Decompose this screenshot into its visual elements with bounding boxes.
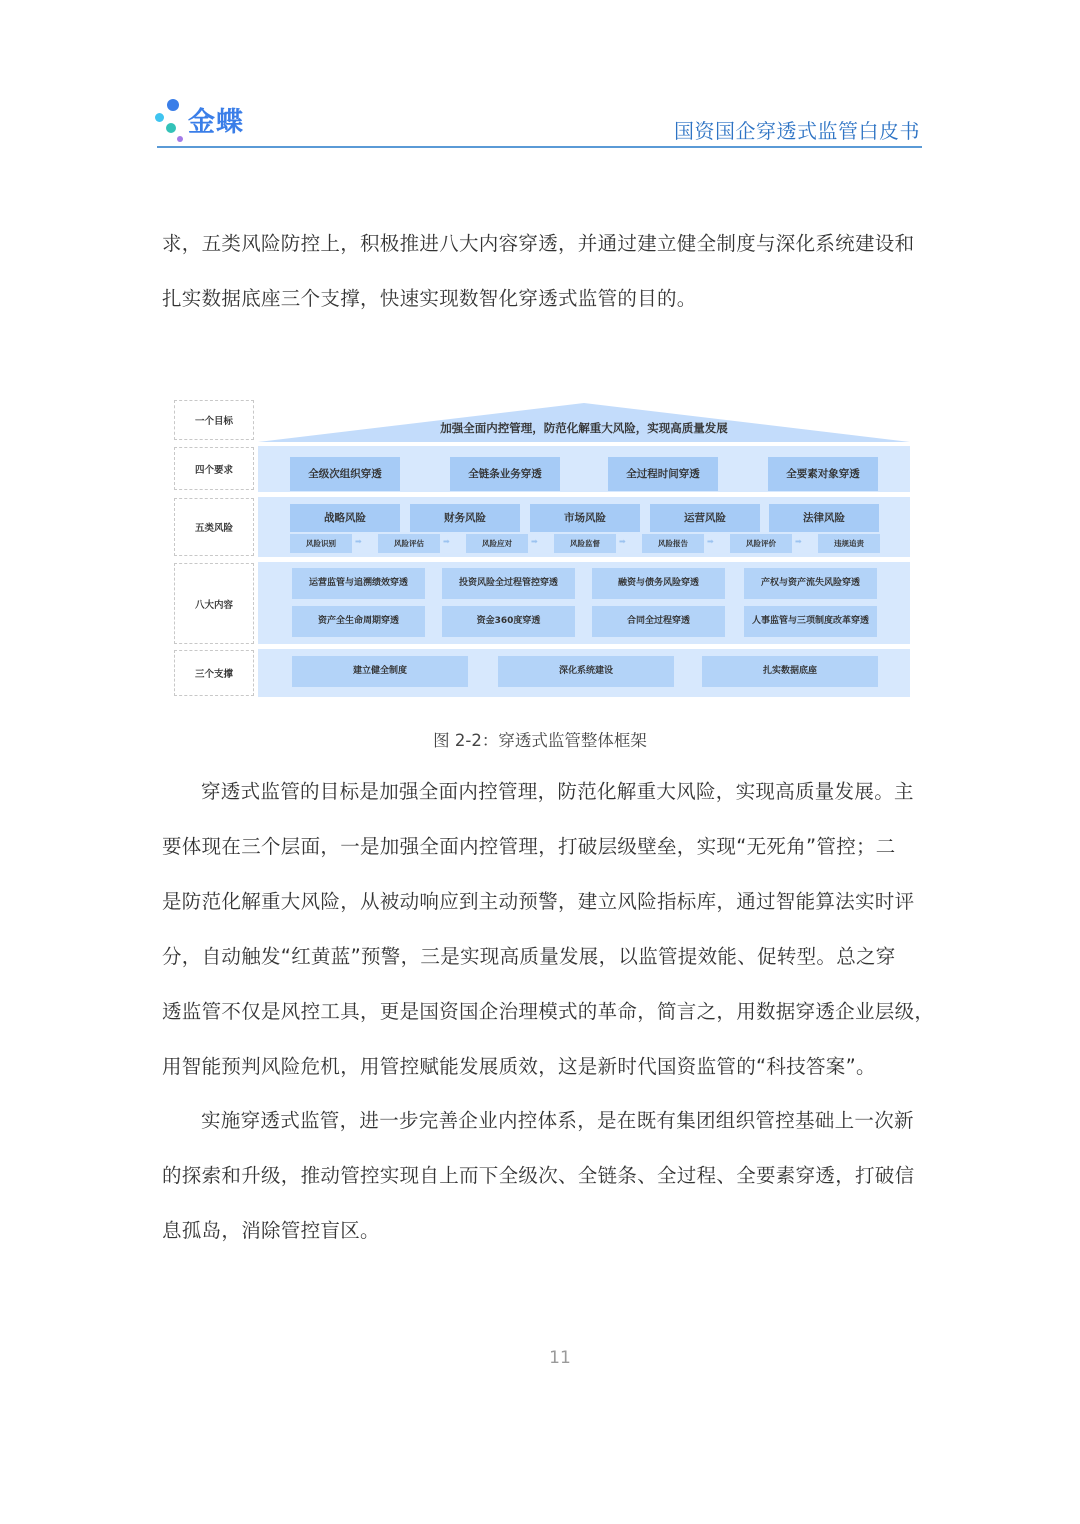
kingdee-logo xyxy=(155,96,265,146)
support-block: 建立健全制度 xyxy=(292,656,468,687)
requirement-block: 全级次组织穿透 xyxy=(290,457,400,491)
risk-block: 运营风险 xyxy=(650,504,760,532)
intro-paragraph xyxy=(162,216,922,326)
process-step: 风险监督 xyxy=(554,534,616,553)
row-label-goal: 一个目标 xyxy=(174,400,254,440)
support-block: 深化系统建设 xyxy=(498,656,674,687)
arrow-right-icon: ➡ xyxy=(531,537,538,546)
text-line: 透监管不仅是风控工具，更是国资国企治理模式的革命，简言之，用数据穿透企业层级， xyxy=(162,1000,935,1023)
risk-block: 法律风险 xyxy=(769,504,879,532)
process-step: 风险评估 xyxy=(378,534,440,553)
text-line: 穿透式监管的目标是加强全面内控管理，防范化解重大风险，实现高质量发展。主 xyxy=(201,780,914,803)
logo-dot-icon xyxy=(155,113,164,122)
content-block: 合同全过程穿透 xyxy=(592,606,725,637)
arrow-right-icon: ➡ xyxy=(443,537,450,546)
arrow-right-icon: ➡ xyxy=(707,537,714,546)
logo-text: 金蝶 xyxy=(188,107,244,138)
process-step: 违规追责 xyxy=(818,534,880,553)
content-block: 投资风险全过程管控穿透 xyxy=(442,568,575,599)
logo-dot-icon xyxy=(167,99,179,111)
arrow-right-icon: ➡ xyxy=(795,537,802,546)
risk-block: 财务风险 xyxy=(410,504,520,532)
text-line: 的探索和升级，推动管控实现自上而下全级次、全链条、全过程、全要素穿透，打破信 xyxy=(162,1164,915,1187)
text-line: 求，五类风险防控上，积极推进八大内容穿透，并通过建立健全制度与深化系统建设和 xyxy=(162,232,915,255)
framework-diagram xyxy=(172,398,912,700)
text-line: 扎实数据底座三个支撑，快速实现数智化穿透式监管的目的。 xyxy=(162,287,697,310)
text-line: 要体现在三个层面，一是加强全面内控管理，打破层级壁垒，实现“无死角”管控；二 xyxy=(162,835,896,858)
content-block: 产权与资产流失风险穿透 xyxy=(744,568,877,599)
page-number: 11 xyxy=(549,1348,571,1368)
body-paragraph xyxy=(162,1093,922,1258)
row-label-contents: 八大内容 xyxy=(174,563,254,644)
content-block: 运营监管与追溯绩效穿透 xyxy=(292,568,425,599)
risk-block: 市场风险 xyxy=(530,504,640,532)
content-block: 资产全生命周期穿透 xyxy=(292,606,425,637)
process-step: 风险识别 xyxy=(290,534,352,553)
text-line: 是防范化解重大风险，从被动响应到主动预警，建立风险指标库，通过智能算法实时评 xyxy=(162,890,915,913)
text-line: 实施穿透式监管，进一步完善企业内控体系，是在既有集团组织管控基础上一次新 xyxy=(201,1109,914,1132)
header-divider xyxy=(157,146,922,148)
row-label-supports: 三个支撑 xyxy=(174,650,254,696)
risk-block: 战略风险 xyxy=(290,504,400,532)
requirement-block: 全过程时间穿透 xyxy=(608,457,718,491)
process-step: 风险评价 xyxy=(730,534,792,553)
text-line: 息孤岛，消除管控盲区。 xyxy=(162,1219,380,1242)
content-block: 资金360度穿透 xyxy=(442,606,575,637)
text-line: 用智能预判风险危机，用管控赋能发展质效，这是新时代国资监管的“科技答案”。 xyxy=(162,1055,876,1078)
support-block: 扎实数据底座 xyxy=(702,656,878,687)
logo-dot-icon xyxy=(166,123,176,133)
requirement-block: 全要素对象穿透 xyxy=(768,457,878,491)
body-paragraph xyxy=(162,764,935,1094)
requirement-block: 全链条业务穿透 xyxy=(450,457,560,491)
document-title: 国资国企穿透式监管白皮书 xyxy=(674,119,920,143)
goal-text: 加强全面内控管理，防范化解重大风险，实现高质量发展 xyxy=(440,421,728,435)
process-step: 风险应对 xyxy=(466,534,528,553)
content-block: 融资与债务风险穿透 xyxy=(592,568,725,599)
row-label-risks: 五类风险 xyxy=(174,498,254,556)
logo-dot-icon xyxy=(177,136,183,142)
figure-caption: 图 2-2：穿透式监管整体框架 xyxy=(433,731,647,750)
content-block: 人事监管与三项制度改革穿透 xyxy=(744,606,877,637)
row-label-requirements: 四个要求 xyxy=(174,447,254,490)
text-line: 分，自动触发“红黄蓝”预警，三是实现高质量发展，以监管提效能、促转型。总之穿 xyxy=(162,945,896,968)
arrow-right-icon: ➡ xyxy=(619,537,626,546)
arrow-right-icon: ➡ xyxy=(355,537,362,546)
process-step: 风险报告 xyxy=(642,534,704,553)
